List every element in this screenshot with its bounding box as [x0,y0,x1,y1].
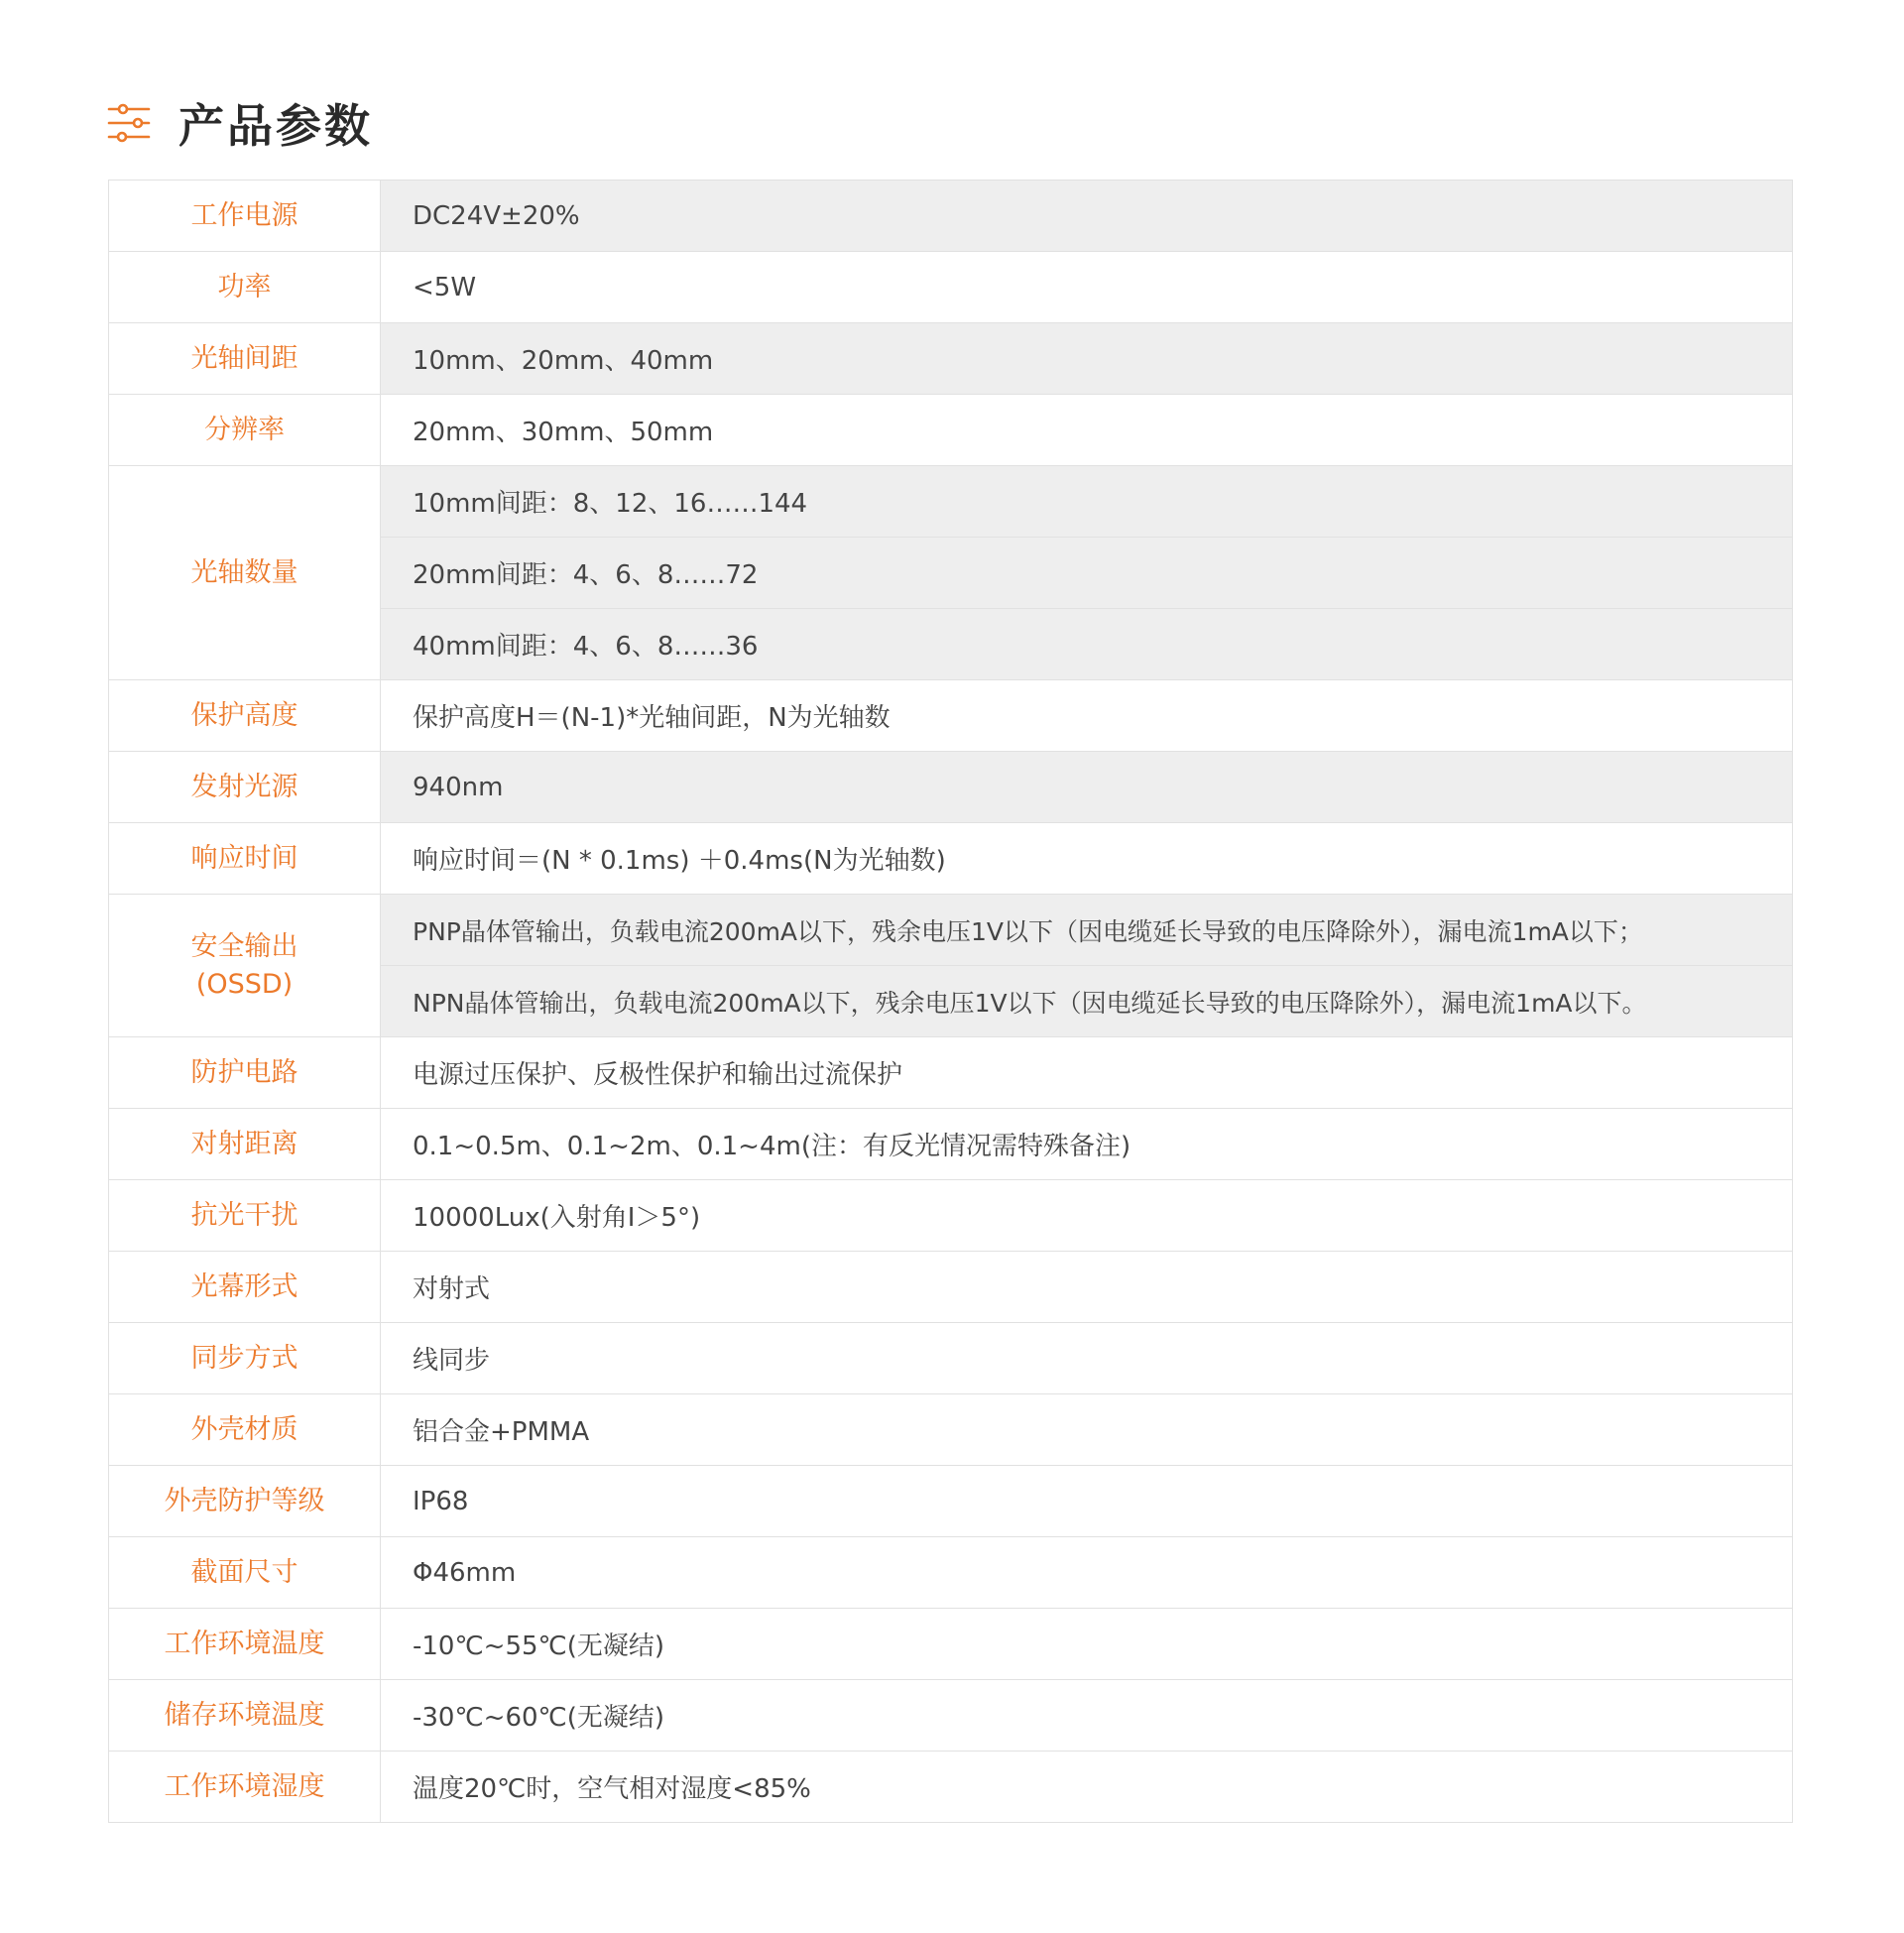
spec-value: 0.1~0.5m、0.1~2m、0.1~4m(注：有反光情况需特殊备注) [381,1109,1793,1180]
spec-value: 40mm间距：4、6、8……36 [381,609,1793,680]
spec-label: 光轴数量 [109,466,381,680]
spec-label: 工作环境湿度 [109,1752,381,1823]
spec-label-line: 安全输出 [190,930,298,962]
table-row [109,1394,1793,1466]
spec-value: PNP晶体管输出，负载电流200mA以下，残余电压1V以下（因电缆延长导致的电压降除外），漏电流1mA以下； [381,895,1793,966]
spec-label: 截面尺寸 [109,1537,381,1609]
spec-label [109,895,381,1037]
spec-label-line: (OSSD) [195,968,294,1000]
table-row [109,1252,1793,1323]
spec-value: 响应时间＝(N * 0.1ms) ＋0.4ms(N为光轴数) [381,823,1793,895]
table-row [109,1037,1793,1109]
spec-table-body [109,181,1793,1823]
spec-label: 工作环境温度 [109,1609,381,1680]
spec-label: 工作电源 [109,181,381,252]
spec-label: 功率 [109,252,381,323]
spec-value: 保护高度H＝(N-1)*光轴间距，N为光轴数 [381,680,1793,752]
table-row [109,1109,1793,1180]
spec-value: DC24V±20% [381,181,1793,252]
sliders-icon [107,101,151,145]
spec-value: -10℃~55℃(无凝结) [381,1609,1793,1680]
spec-value: 电源过压保护、反极性保护和输出过流保护 [381,1037,1793,1109]
spec-label: 外壳防护等级 [109,1466,381,1537]
spec-value: 10mm间距：8、12、16……144 [381,466,1793,538]
spec-label: 发射光源 [109,752,381,823]
spec-value: NPN晶体管输出，负载电流200mA以下，残余电压1V以下（因电缆延长导致的电压降除外），漏电流1mA以下。 [381,966,1793,1037]
table-row [109,895,1793,966]
spec-value: 温度20℃时，空气相对湿度<85% [381,1752,1793,1823]
spec-value: 940nm [381,752,1793,823]
table-row [109,823,1793,895]
table-row [109,323,1793,395]
spec-label: 同步方式 [109,1323,381,1394]
spec-value: -30℃~60℃(无凝结) [381,1680,1793,1752]
spec-value: 10mm、20mm、40mm [381,323,1793,395]
spec-value: 20mm、30mm、50mm [381,395,1793,466]
spec-label: 储存环境温度 [109,1680,381,1752]
table-row [109,181,1793,252]
spec-label: 保护高度 [109,680,381,752]
spec-label: 防护电路 [109,1037,381,1109]
spec-value: 铝合金+PMMA [381,1394,1793,1466]
table-row [109,1180,1793,1252]
spec-value: 10000Lux(入射角I＞5°) [381,1180,1793,1252]
spec-value: IP68 [381,1466,1793,1537]
table-row [109,1752,1793,1823]
spec-label: 分辨率 [109,395,381,466]
table-row [109,1609,1793,1680]
spec-value: <5W [381,252,1793,323]
table-row [109,1466,1793,1537]
table-row [109,680,1793,752]
table-row [109,252,1793,323]
section-header [107,89,373,157]
table-row [109,395,1793,466]
table-row [109,1323,1793,1394]
spec-label: 光幕形式 [109,1252,381,1323]
table-row [109,466,1793,538]
spec-label: 外壳材质 [109,1394,381,1466]
spec-label: 响应时间 [109,823,381,895]
spec-label: 对射距离 [109,1109,381,1180]
spec-value: 20mm间距：4、6、8……72 [381,538,1793,609]
table-row [109,1680,1793,1752]
spec-value: 线同步 [381,1323,1793,1394]
spec-label: 抗光干扰 [109,1180,381,1252]
spec-value: 对射式 [381,1252,1793,1323]
spec-value: Φ46mm [381,1537,1793,1609]
page-title: 产品参数 [178,99,373,153]
spec-table [108,180,1793,1823]
spec-label: 光轴间距 [109,323,381,395]
table-row [109,752,1793,823]
table-row [109,1537,1793,1609]
